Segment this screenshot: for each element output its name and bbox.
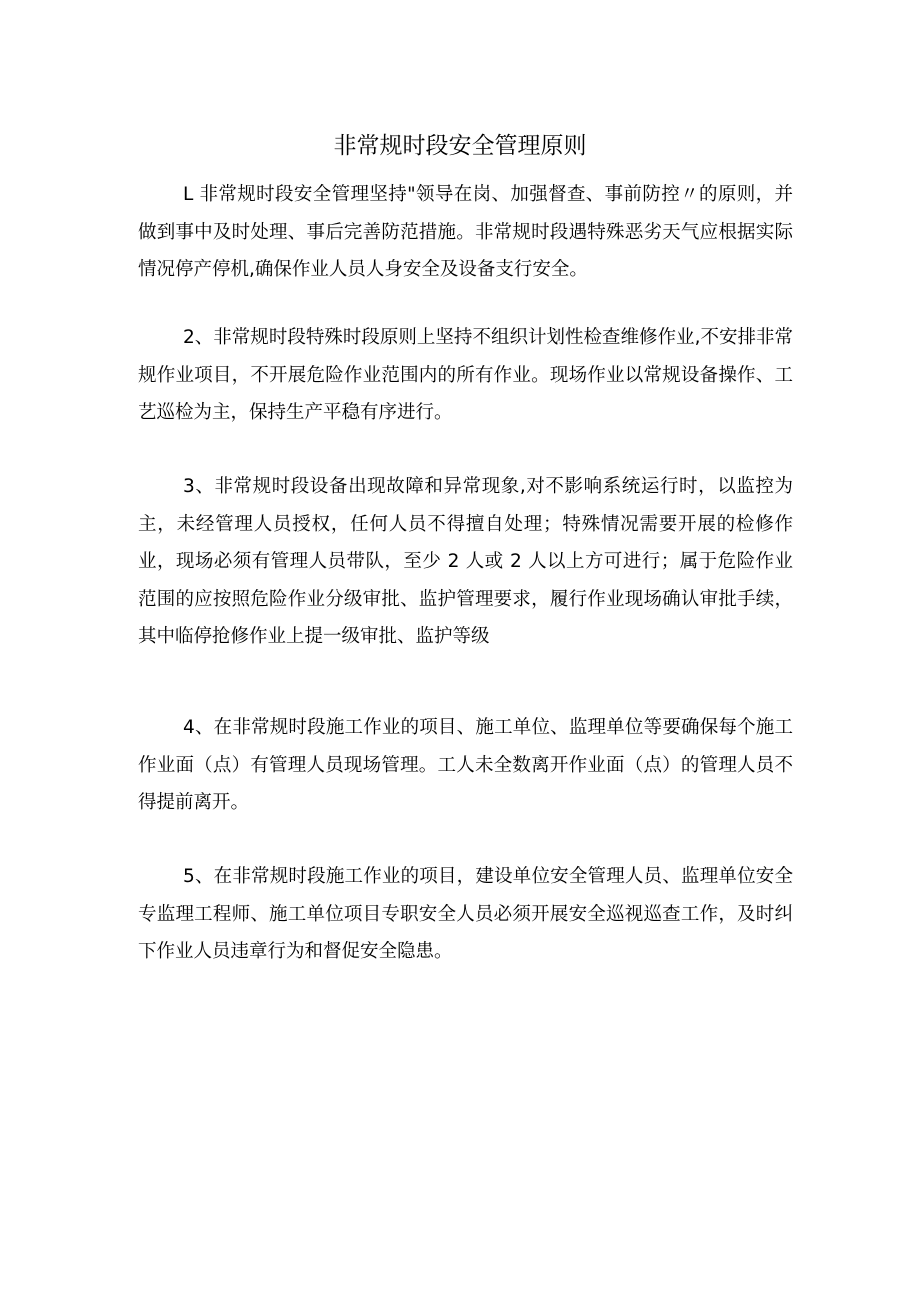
paragraph-1: L 非常规时段安全管理坚持"领导在岗、加强督查、事前防控〃的原则，并做到事中及时处理、事后完善防范措施。非常规时段遇特殊恶劣天气应根据实际情况停产停机,确保作业人员人身安全及设备支行安全。 <box>138 184 793 280</box>
paragraph-2: 2、非常规时段特殊时段原则上坚持不组织计划性检查维修作业,不安排非常规作业项目，不开展危险作业范围内的所有作业。现场作业以常规设备操作、工艺巡检为主，保持生产平稳有序进行。 <box>138 327 793 423</box>
paragraph-4: 4、在非常规时段施工作业的项目、施工单位、监理单位等要确保每个施工作业面（点）有管理人员现场管理。工人未全数离开作业面（点）的管理人员不得提前离开。 <box>138 717 793 813</box>
paragraph-3: 3、非常规时段设备出现故障和异常现象,对不影响系统运行时，以监控为主，未经管理人员授权，任何人员不得擅自处理；特殊情况需要开展的检修作业，现场必须有管理人员带队，至少 2 人或 2 人以上方可进行；属于危险作业范围的应按照危险作业分级审批、监护管理要求，履行作业现场确认审批手续，其中临停抢修作业上提一级审批、监护等级 <box>138 476 793 647</box>
document-title: 非常规时段安全管理原则 <box>333 133 587 159</box>
paragraph-5: 5、在非常规时段施工作业的项目，建设单位安全管理人员、监理单位安全专监理工程师、施工单位项目专职安全人员必须开展安全巡视巡查工作，及时纠下作业人员违章行为和督促安全隐患。 <box>138 866 793 962</box>
